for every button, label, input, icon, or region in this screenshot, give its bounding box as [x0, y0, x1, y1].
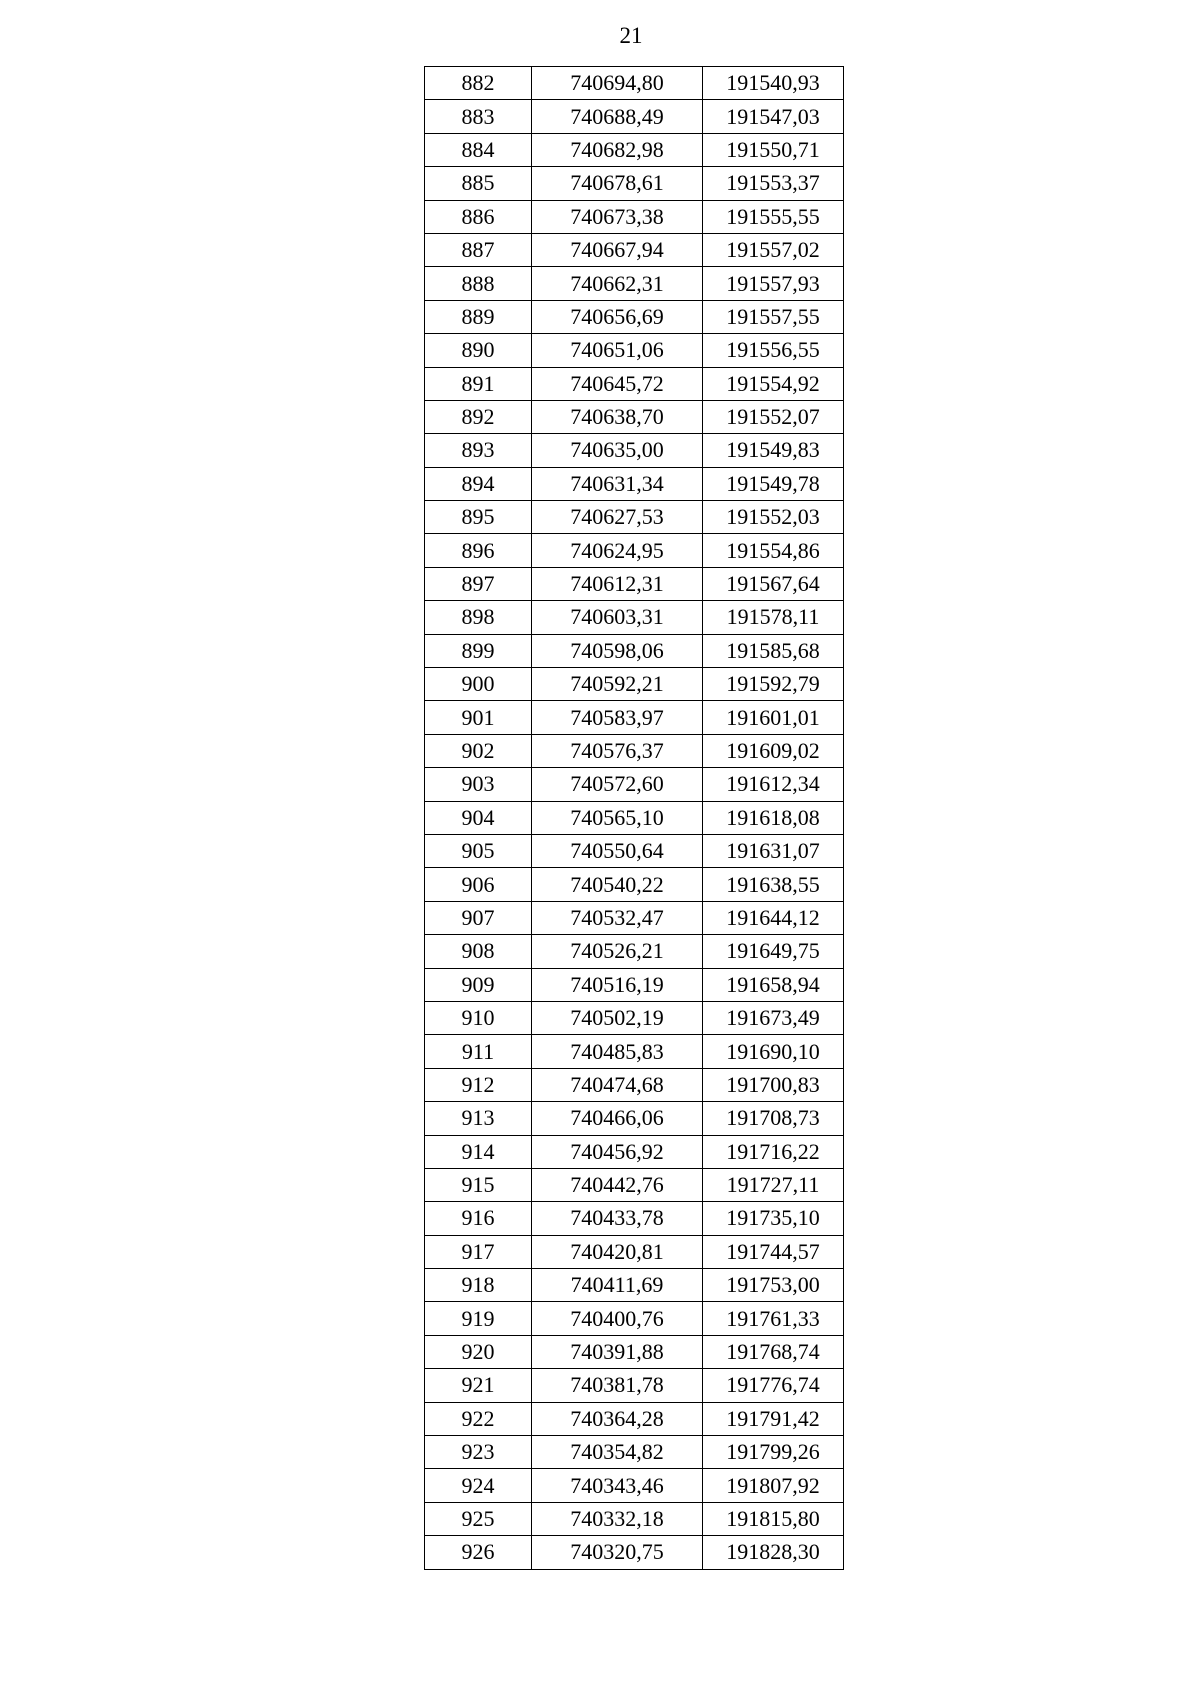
point-number-cell: 905 — [425, 834, 532, 867]
table-row — [425, 233, 844, 266]
x-coordinate-cell: 740673,38 — [532, 200, 703, 233]
table-row — [425, 801, 844, 834]
table-row — [425, 1536, 844, 1569]
table-row — [425, 768, 844, 801]
table-row — [425, 534, 844, 567]
table-row — [425, 300, 844, 333]
table-row — [425, 1068, 844, 1101]
point-number-cell: 896 — [425, 534, 532, 567]
coordinates-table — [424, 66, 844, 1570]
point-number-cell: 901 — [425, 701, 532, 734]
x-coordinate-cell: 740678,61 — [532, 167, 703, 200]
x-coordinate-cell: 740332,18 — [532, 1502, 703, 1535]
x-coordinate-cell: 740411,69 — [532, 1269, 703, 1302]
table-row — [425, 400, 844, 433]
point-number-cell: 898 — [425, 601, 532, 634]
y-coordinate-cell: 191644,12 — [703, 901, 844, 934]
table-row — [425, 1168, 844, 1201]
y-coordinate-cell: 191609,02 — [703, 734, 844, 767]
y-coordinate-cell: 191807,92 — [703, 1469, 844, 1502]
table-row — [425, 67, 844, 100]
point-number-cell: 903 — [425, 768, 532, 801]
y-coordinate-cell: 191673,49 — [703, 1001, 844, 1034]
point-number-cell: 910 — [425, 1001, 532, 1034]
x-coordinate-cell: 740627,53 — [532, 501, 703, 534]
table-row — [425, 834, 844, 867]
y-coordinate-cell: 191540,93 — [703, 67, 844, 100]
y-coordinate-cell: 191557,55 — [703, 300, 844, 333]
x-coordinate-cell: 740474,68 — [532, 1068, 703, 1101]
table-row — [425, 1235, 844, 1268]
coordinates-table-body — [425, 67, 844, 1570]
table-row — [425, 133, 844, 166]
table-row — [425, 200, 844, 233]
y-coordinate-cell: 191549,83 — [703, 434, 844, 467]
table-row — [425, 1202, 844, 1235]
x-coordinate-cell: 740400,76 — [532, 1302, 703, 1335]
table-row — [425, 601, 844, 634]
point-number-cell: 926 — [425, 1536, 532, 1569]
x-coordinate-cell: 740516,19 — [532, 968, 703, 1001]
table-row — [425, 367, 844, 400]
point-number-cell: 902 — [425, 734, 532, 767]
table-row — [425, 1402, 844, 1435]
x-coordinate-cell: 740532,47 — [532, 901, 703, 934]
x-coordinate-cell: 740485,83 — [532, 1035, 703, 1068]
y-coordinate-cell: 191557,02 — [703, 233, 844, 266]
page-number: 21 — [619, 23, 643, 48]
y-coordinate-cell: 191547,03 — [703, 100, 844, 133]
y-coordinate-cell: 191554,92 — [703, 367, 844, 400]
table-row — [425, 267, 844, 300]
y-coordinate-cell: 191744,57 — [703, 1235, 844, 1268]
x-coordinate-cell: 740651,06 — [532, 334, 703, 367]
y-coordinate-cell: 191700,83 — [703, 1068, 844, 1101]
x-coordinate-cell: 740320,75 — [532, 1536, 703, 1569]
y-coordinate-cell: 191567,64 — [703, 567, 844, 600]
table-row — [425, 1001, 844, 1034]
table-row — [425, 901, 844, 934]
point-number-cell: 919 — [425, 1302, 532, 1335]
y-coordinate-cell: 191554,86 — [703, 534, 844, 567]
x-coordinate-cell: 740466,06 — [532, 1102, 703, 1135]
x-coordinate-cell: 740667,94 — [532, 233, 703, 266]
point-number-cell: 915 — [425, 1168, 532, 1201]
y-coordinate-cell: 191585,68 — [703, 634, 844, 667]
y-coordinate-cell: 191553,37 — [703, 167, 844, 200]
point-number-cell: 925 — [425, 1502, 532, 1535]
y-coordinate-cell: 191550,71 — [703, 133, 844, 166]
y-coordinate-cell: 191612,34 — [703, 768, 844, 801]
y-coordinate-cell: 191828,30 — [703, 1536, 844, 1569]
y-coordinate-cell: 191753,00 — [703, 1269, 844, 1302]
x-coordinate-cell: 740638,70 — [532, 400, 703, 433]
point-number-cell: 884 — [425, 133, 532, 166]
point-number-cell: 908 — [425, 935, 532, 968]
x-coordinate-cell: 740645,72 — [532, 367, 703, 400]
x-coordinate-cell: 740354,82 — [532, 1436, 703, 1469]
x-coordinate-cell: 740364,28 — [532, 1402, 703, 1435]
y-coordinate-cell: 191556,55 — [703, 334, 844, 367]
table-row — [425, 668, 844, 701]
point-number-cell: 890 — [425, 334, 532, 367]
table-row — [425, 935, 844, 968]
point-number-cell: 909 — [425, 968, 532, 1001]
y-coordinate-cell: 191708,73 — [703, 1102, 844, 1135]
y-coordinate-cell: 191727,11 — [703, 1168, 844, 1201]
x-coordinate-cell: 740391,88 — [532, 1335, 703, 1368]
x-coordinate-cell: 740526,21 — [532, 935, 703, 968]
y-coordinate-cell: 191549,78 — [703, 467, 844, 500]
x-coordinate-cell: 740583,97 — [532, 701, 703, 734]
point-number-cell: 906 — [425, 868, 532, 901]
point-number-cell: 893 — [425, 434, 532, 467]
x-coordinate-cell: 740433,78 — [532, 1202, 703, 1235]
y-coordinate-cell: 191555,55 — [703, 200, 844, 233]
point-number-cell: 920 — [425, 1335, 532, 1368]
point-number-cell: 883 — [425, 100, 532, 133]
point-number-cell: 924 — [425, 1469, 532, 1502]
y-coordinate-cell: 191601,01 — [703, 701, 844, 734]
y-coordinate-cell: 191815,80 — [703, 1502, 844, 1535]
x-coordinate-cell: 740624,95 — [532, 534, 703, 567]
point-number-cell: 917 — [425, 1235, 532, 1268]
point-number-cell: 923 — [425, 1436, 532, 1469]
point-number-cell: 904 — [425, 801, 532, 834]
table-row — [425, 1469, 844, 1502]
table-row — [425, 1436, 844, 1469]
y-coordinate-cell: 191649,75 — [703, 935, 844, 968]
y-coordinate-cell: 191592,79 — [703, 668, 844, 701]
y-coordinate-cell: 191791,42 — [703, 1402, 844, 1435]
x-coordinate-cell: 740662,31 — [532, 267, 703, 300]
point-number-cell: 889 — [425, 300, 532, 333]
point-number-cell: 907 — [425, 901, 532, 934]
x-coordinate-cell: 740550,64 — [532, 834, 703, 867]
y-coordinate-cell: 191716,22 — [703, 1135, 844, 1168]
point-number-cell: 911 — [425, 1035, 532, 1068]
x-coordinate-cell: 740592,21 — [532, 668, 703, 701]
y-coordinate-cell: 191631,07 — [703, 834, 844, 867]
point-number-cell: 914 — [425, 1135, 532, 1168]
x-coordinate-cell: 740631,34 — [532, 467, 703, 500]
table-row — [425, 1335, 844, 1368]
y-coordinate-cell: 191735,10 — [703, 1202, 844, 1235]
table-row — [425, 634, 844, 667]
x-coordinate-cell: 740694,80 — [532, 67, 703, 100]
point-number-cell: 922 — [425, 1402, 532, 1435]
table-row — [425, 1035, 844, 1068]
y-coordinate-cell: 191552,03 — [703, 501, 844, 534]
point-number-cell: 891 — [425, 367, 532, 400]
y-coordinate-cell: 191618,08 — [703, 801, 844, 834]
point-number-cell: 895 — [425, 501, 532, 534]
point-number-cell: 885 — [425, 167, 532, 200]
point-number-cell: 913 — [425, 1102, 532, 1135]
table-row — [425, 1302, 844, 1335]
table-row — [425, 968, 844, 1001]
y-coordinate-cell: 191799,26 — [703, 1436, 844, 1469]
x-coordinate-cell: 740572,60 — [532, 768, 703, 801]
point-number-cell: 888 — [425, 267, 532, 300]
table-row — [425, 868, 844, 901]
x-coordinate-cell: 740656,69 — [532, 300, 703, 333]
x-coordinate-cell: 740598,06 — [532, 634, 703, 667]
x-coordinate-cell: 740682,98 — [532, 133, 703, 166]
table-row — [425, 467, 844, 500]
y-coordinate-cell: 191557,93 — [703, 267, 844, 300]
x-coordinate-cell: 740420,81 — [532, 1235, 703, 1268]
table-row — [425, 567, 844, 600]
point-number-cell: 882 — [425, 67, 532, 100]
point-number-cell: 897 — [425, 567, 532, 600]
table-row — [425, 434, 844, 467]
point-number-cell: 918 — [425, 1269, 532, 1302]
table-row — [425, 100, 844, 133]
y-coordinate-cell: 191690,10 — [703, 1035, 844, 1068]
x-coordinate-cell: 740456,92 — [532, 1135, 703, 1168]
y-coordinate-cell: 191578,11 — [703, 601, 844, 634]
y-coordinate-cell: 191776,74 — [703, 1369, 844, 1402]
point-number-cell: 899 — [425, 634, 532, 667]
point-number-cell: 916 — [425, 1202, 532, 1235]
point-number-cell: 900 — [425, 668, 532, 701]
y-coordinate-cell: 191638,55 — [703, 868, 844, 901]
y-coordinate-cell: 191768,74 — [703, 1335, 844, 1368]
x-coordinate-cell: 740688,49 — [532, 100, 703, 133]
x-coordinate-cell: 740502,19 — [532, 1001, 703, 1034]
x-coordinate-cell: 740603,31 — [532, 601, 703, 634]
table-row — [425, 734, 844, 767]
y-coordinate-cell: 191761,33 — [703, 1302, 844, 1335]
x-coordinate-cell: 740635,00 — [532, 434, 703, 467]
table-row — [425, 701, 844, 734]
table-row — [425, 1369, 844, 1402]
x-coordinate-cell: 740381,78 — [532, 1369, 703, 1402]
x-coordinate-cell: 740442,76 — [532, 1168, 703, 1201]
table-row — [425, 167, 844, 200]
table-row — [425, 1269, 844, 1302]
point-number-cell: 921 — [425, 1369, 532, 1402]
table-row — [425, 501, 844, 534]
point-number-cell: 886 — [425, 200, 532, 233]
x-coordinate-cell: 740576,37 — [532, 734, 703, 767]
point-number-cell: 912 — [425, 1068, 532, 1101]
x-coordinate-cell: 740565,10 — [532, 801, 703, 834]
x-coordinate-cell: 740343,46 — [532, 1469, 703, 1502]
table-row — [425, 1102, 844, 1135]
table-row — [425, 334, 844, 367]
point-number-cell: 887 — [425, 233, 532, 266]
table-row — [425, 1135, 844, 1168]
point-number-cell: 892 — [425, 400, 532, 433]
table-row — [425, 1502, 844, 1535]
y-coordinate-cell: 191552,07 — [703, 400, 844, 433]
point-number-cell: 894 — [425, 467, 532, 500]
x-coordinate-cell: 740540,22 — [532, 868, 703, 901]
y-coordinate-cell: 191658,94 — [703, 968, 844, 1001]
x-coordinate-cell: 740612,31 — [532, 567, 703, 600]
